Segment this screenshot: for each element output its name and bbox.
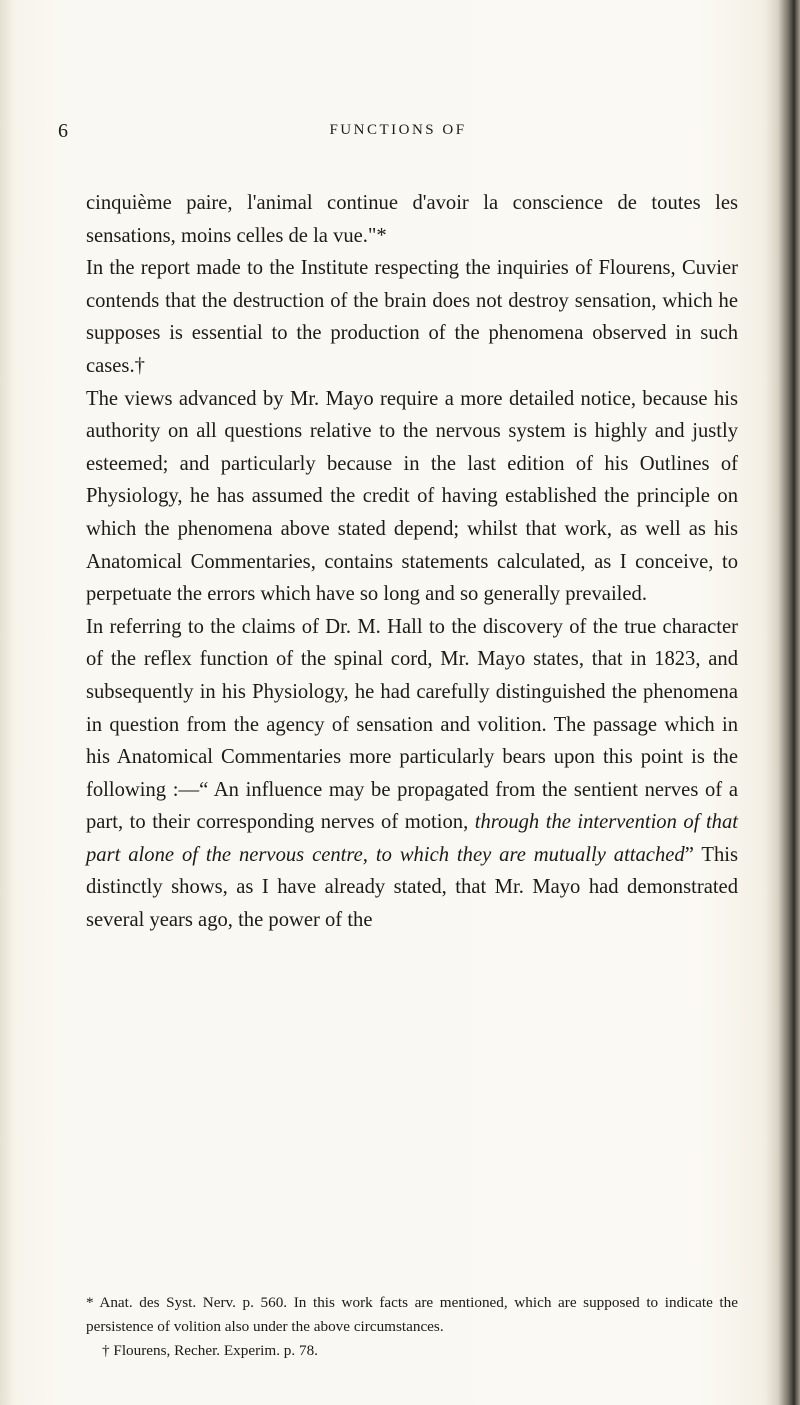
body-text [86, 187, 738, 937]
page-number: 6 [58, 120, 68, 142]
page-binding-shadow [766, 0, 800, 1405]
paragraph-continuation: cinquième paire, l'animal continue d'avoir la conscience de toutes les sensations, moins celles de la vue."* [86, 192, 738, 247]
paragraph-hall-claims [86, 611, 738, 937]
paragraph-hall-end: ” This distinctly shows, as I have already stated, that Mr. Mayo had demonstrated several years ago, the power of the [86, 843, 738, 932]
paragraph-hall-text: In referring to the claims of Dr. M. Hall to the discovery of the true character of the reflex function of the spinal cord, Mr. Mayo states, that in 1823, and subsequently in his Physiology, he had carefully distinguished the phenomena in question from the agency of sensation and volition. The passage which in his Anatomical Commentaries more particularly bears upon this point is the following :—“ An influence may be propagated from the sentient nerves of a part, to their corresponding nerves of motion, [86, 615, 738, 834]
footnote-asterisk: * Anat. des Syst. Nerv. p. 560. In this work facts are mentioned, which are supposed to indicate the persistence of volition also under the above circumstances. [86, 1294, 738, 1336]
paragraph-cuvier: In the report made to the Institute respecting the inquiries of Flourens, Cuvier contends that the destruction of the brain does not destroy sensation, which he supposes is essential to the production of the phenomena observed in such cases.† [86, 257, 738, 377]
running-head: FUNCTIONS OF [329, 122, 467, 138]
footnotes [86, 1291, 738, 1364]
page-header [58, 120, 738, 144]
italic-quotation: through the intervention of that part alone of the nervous centre, to which they are mutually attached [86, 811, 738, 866]
paragraph-mayo-views: The views advanced by Mr. Mayo require a more detailed notice, because his authority on all questions relative to the nervous system is highly and justly esteemed; and particularly because in the last edition of his Outlines of Physiology, he has assumed the credit of having established the principle on which the phenomena above stated depend; whilst that work, as well as his Anatomical Commentaries, contains statements calculated, as I conceive, to perpetuate the errors which have so long and so generally prevailed. [86, 387, 738, 606]
footnote-dagger: † Flourens, Recher. Experim. p. 78. [102, 1342, 318, 1360]
page-left-shadow [0, 0, 14, 1405]
